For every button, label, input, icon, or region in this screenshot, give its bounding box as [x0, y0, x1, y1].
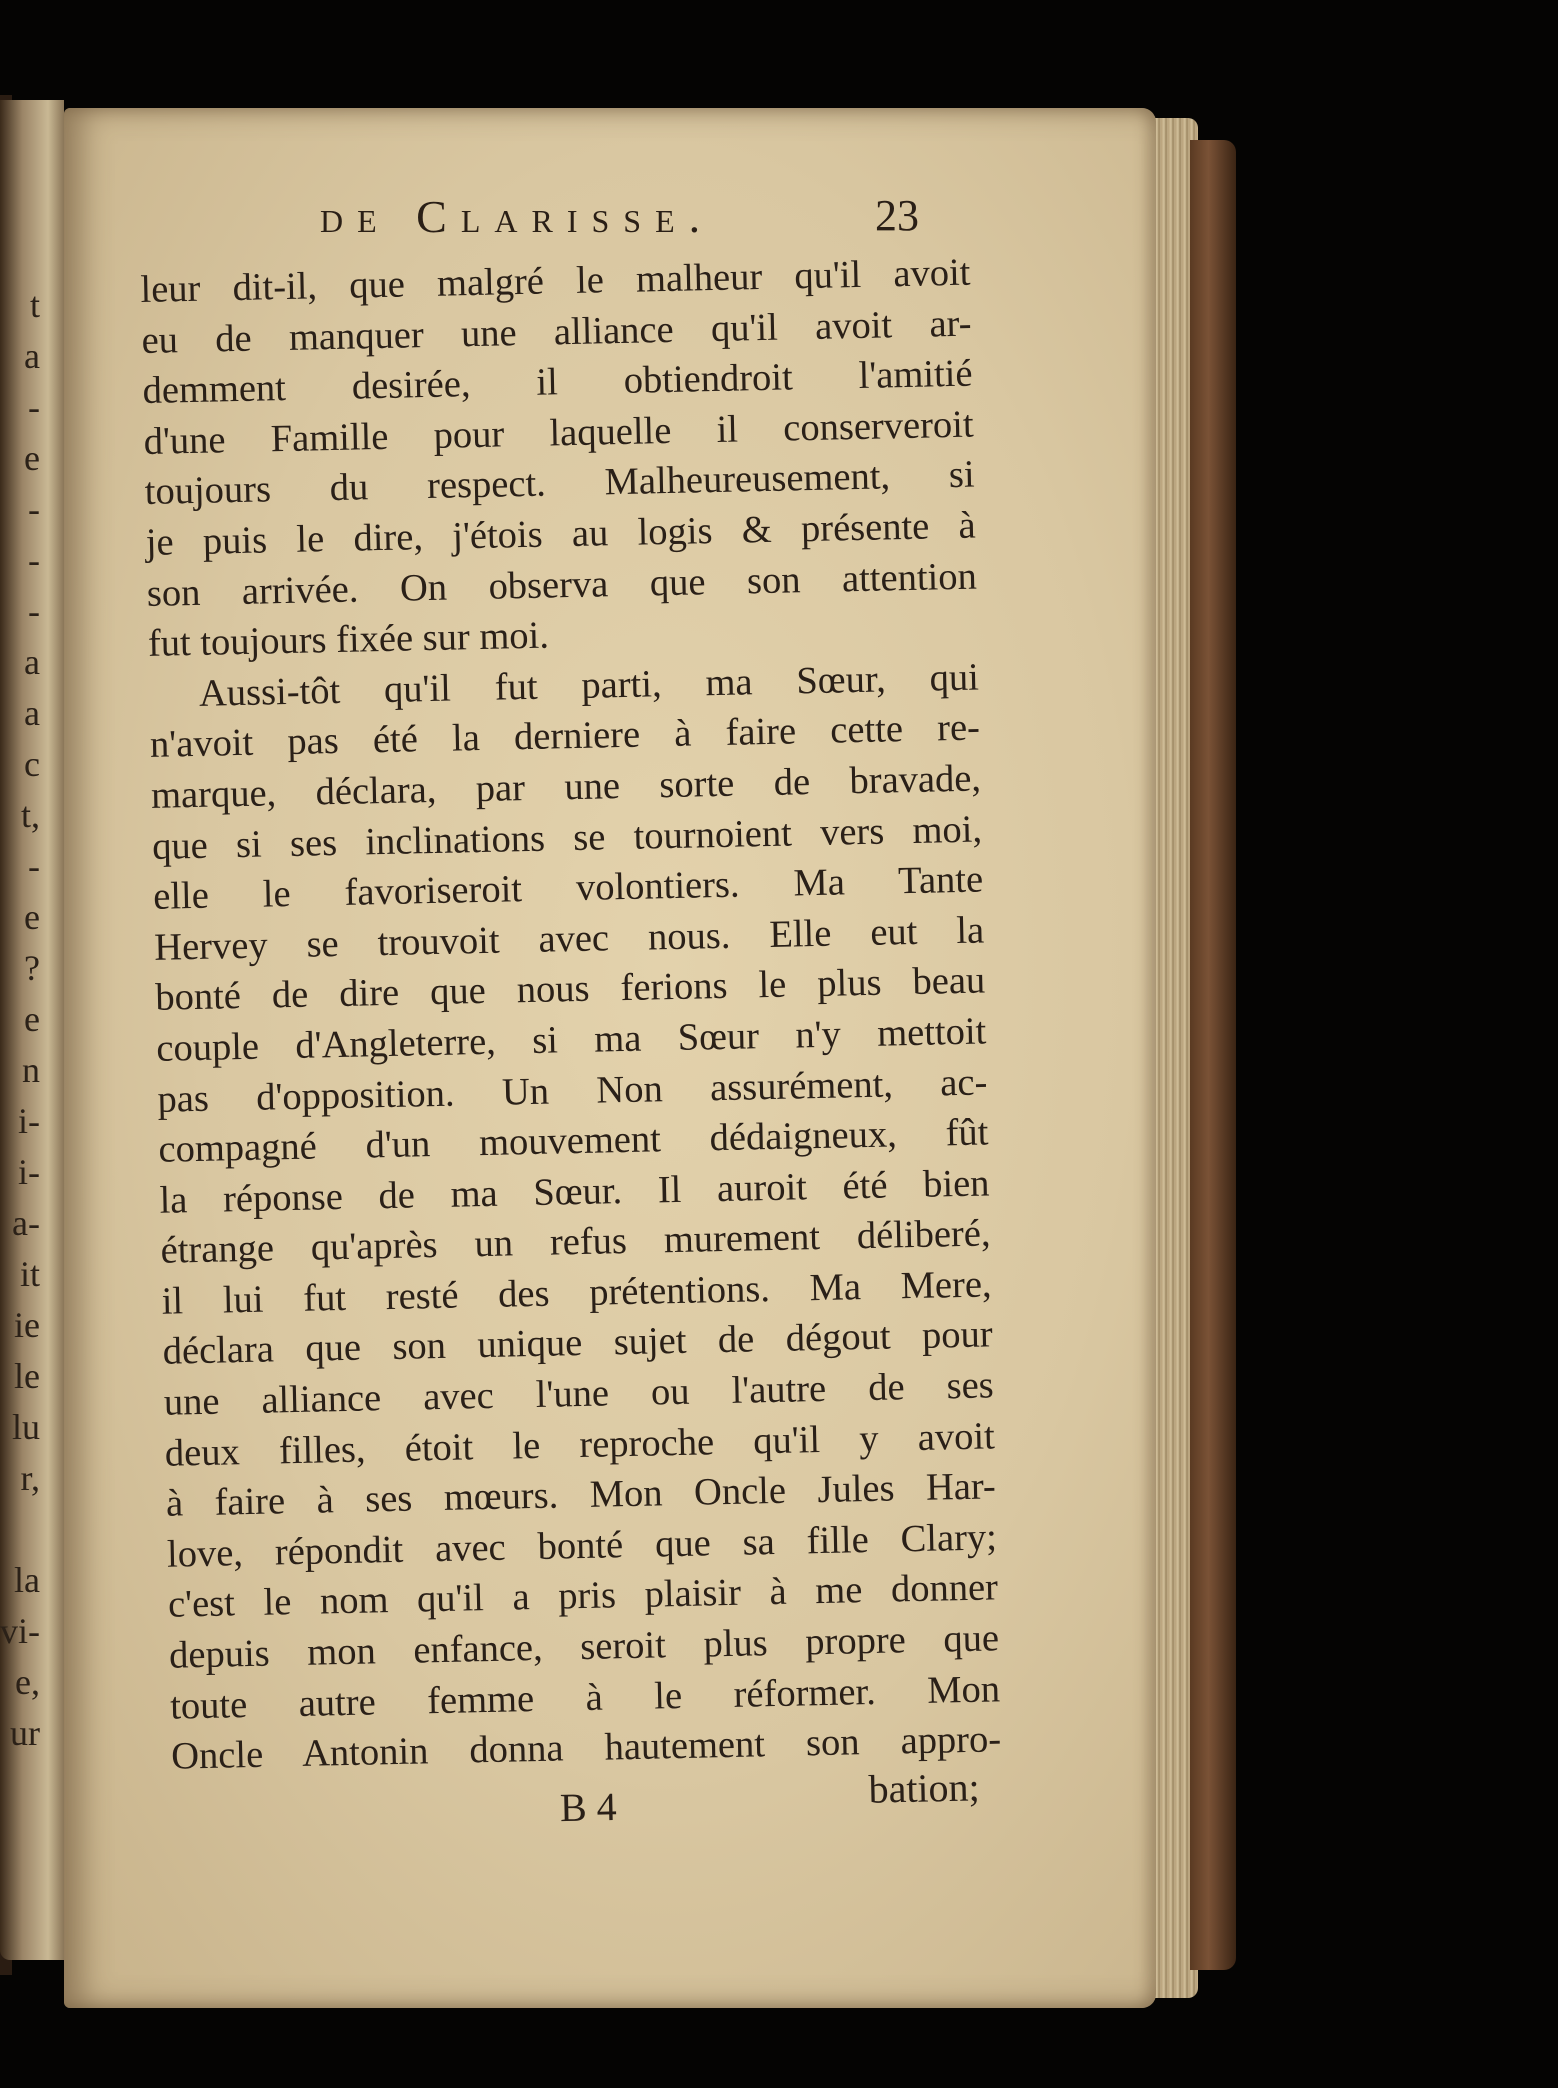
text-line: eu de manquer une alliance qu'il avoit ar- [141, 302, 972, 362]
facing-page-text-fragments [0, 280, 40, 1759]
text-line: Oncle Antonin donna hautement son appro- [170, 1718, 1002, 1778]
text-line: depuis mon enfance, seroit plus propre que [168, 1617, 1000, 1677]
facing-page-fragment: a [24, 642, 40, 682]
page-header [250, 190, 950, 250]
book-spine [1190, 140, 1236, 1970]
facing-page-fragment: vi- [0, 1611, 40, 1651]
facing-page-fragment: e [24, 999, 40, 1039]
facing-page-fragment: t [29, 285, 40, 325]
facing-page-fragment: - [28, 591, 40, 631]
text-line: toute autre femme à le réformer. Mon [169, 1667, 1001, 1728]
running-title: de Clarisse. [320, 191, 715, 242]
text-line: déclara que son unique sujet de dégout pour [162, 1313, 994, 1374]
facing-page-fragment: - [28, 846, 40, 886]
text-line: bonté de dire que nous ferions le plus beau [154, 959, 986, 1020]
facing-page-fragment: le [14, 1356, 40, 1396]
text-line: Hervey se trouvoit avec nous. Elle eut la [153, 909, 985, 969]
facing-page-fragment: ur [10, 1713, 40, 1753]
text-line: Aussi-tôt qu'il fut parti, ma Sœur, qui [198, 656, 980, 715]
signature-mark: B 4 [559, 1784, 618, 1831]
facing-page-fragment: n [22, 1050, 40, 1090]
catchword: bation; [868, 1764, 981, 1812]
text-line: son arrivée. On observa que son attention [146, 555, 978, 615]
facing-page-fragment: c [24, 744, 40, 784]
text-line: à faire à ses mœurs. Mon Oncle Jules Har- [165, 1465, 997, 1525]
facing-page-fragment: - [28, 387, 40, 427]
text-line: il lui fut resté des prétentions. Ma Mere, [161, 1263, 992, 1323]
text-line: c'est le nom qu'il a pris plaisir à me donner [167, 1566, 999, 1627]
page-footer [539, 1764, 981, 1840]
text-line: que si ses inclinations se tournoient vers moi, [151, 808, 983, 868]
text-line: la réponse de ma Sœur. Il auroit été bien [159, 1162, 990, 1222]
facing-page-fragment: lu [11, 1407, 40, 1447]
text-line: compagné d'un mouvement dédaigneux, fût [158, 1111, 989, 1171]
facing-page-fragment: e, [15, 1662, 40, 1702]
facing-page-fragment: a [24, 336, 40, 376]
facing-page-fragment: - [28, 540, 40, 580]
facing-page-fragment [0, 1504, 40, 1555]
facing-page-fragment: ie [14, 1305, 40, 1345]
text-line: toujours du respect. Malheureusement, si [144, 453, 976, 514]
text-line: pas d'opposition. Un Non assurément, ac- [157, 1060, 988, 1121]
facing-page-fragment: la [14, 1560, 40, 1600]
text-line: demment desirée, il obtiendroit l'amitié [142, 352, 973, 413]
facing-page-fragment: it [19, 1254, 40, 1294]
facing-page-fragment: e [24, 438, 40, 478]
text-line: leur dit-il, que malgré le malheur qu'il avoit [140, 251, 971, 311]
text-line: elle le favoriseroit volontiers. Ma Tante [152, 858, 984, 918]
facing-page-fragment: i- [18, 1101, 40, 1141]
page-number: 23 [875, 191, 919, 240]
body-text [140, 248, 1002, 1783]
text-line: couple d'Angleterre, si ma Sœur n'y mettoit [155, 1010, 987, 1070]
facing-page-fragment: ? [24, 948, 40, 988]
text-line: fut toujours fixée sur moi. [147, 614, 550, 666]
facing-page-fragment: a- [12, 1203, 40, 1243]
facing-page-fragment: - [28, 489, 40, 529]
text-line: d'une Famille pour laquelle il conserveroit [143, 403, 974, 463]
text-line: étrange qu'après un refus murement déliberé, [160, 1212, 991, 1273]
text-line: love, répondit avec bonté que sa fille Clary; [166, 1516, 998, 1576]
text-line: marque, déclara, par une sorte de bravade, [150, 757, 982, 817]
facing-page-fragment: e [24, 897, 40, 937]
text-line: n'avoit pas été la derniere à faire cette re- [149, 706, 981, 767]
facing-page-fragment: r, [20, 1458, 40, 1498]
facing-page-fragment: i- [18, 1152, 40, 1192]
text-line: une alliance avec l'une ou l'autre de ses [163, 1364, 995, 1424]
text-line: deux filles, étoit le reproche qu'il y avoit [164, 1415, 996, 1475]
facing-page-fragment: a [24, 693, 40, 733]
facing-page-fragment: t, [20, 795, 40, 835]
text-line: je puis le dire, j'étois au logis & présente à [145, 504, 977, 564]
